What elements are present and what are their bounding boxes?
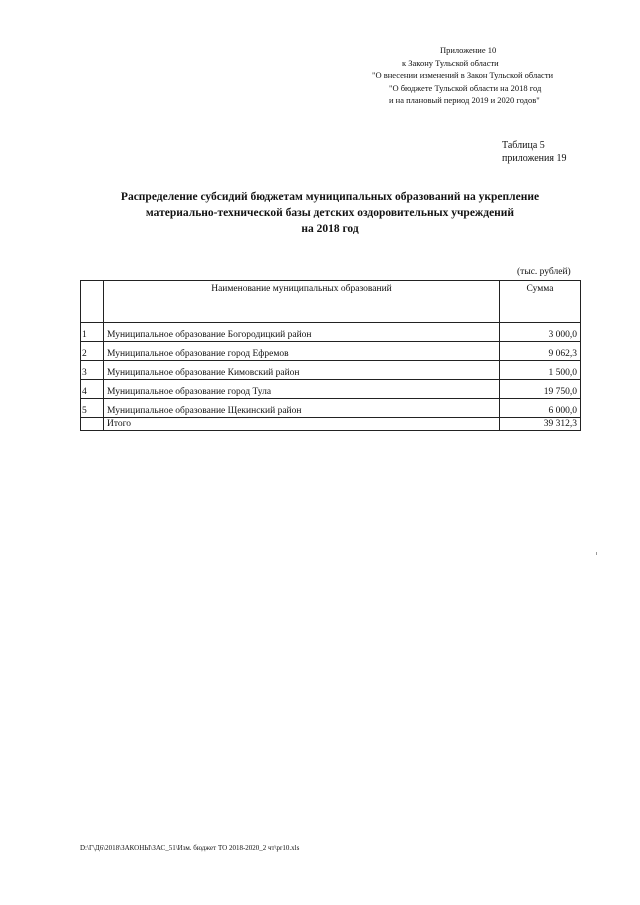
scan-mark	[596, 552, 597, 555]
table-row	[81, 380, 581, 399]
row-sum: 6 000,0	[500, 399, 581, 418]
table-row	[81, 342, 581, 361]
total-sum: 39 312,3	[500, 418, 581, 431]
row-sum: 1 500,0	[500, 361, 581, 380]
law-title-line-2: "О бюджете Тульской области на 2018 год	[389, 82, 542, 93]
header-name-cell: Наименование муниципальных образований	[104, 281, 500, 323]
table-total-row	[81, 418, 581, 431]
file-path-footer: D:\Г\Д6\2018\ЗАКОНЫ\ЗАС_51\Изм. бюджет ТО 2018-2020_2 чт\pr10.xls	[80, 844, 300, 852]
row-municipality: Муниципальное образование Богородицкий район	[104, 323, 500, 342]
appendix-label: приложения 19	[502, 153, 567, 164]
title-line-1: Распределение субсидий бюджетам муниципальных образований на укрепление	[120, 191, 540, 203]
table-header-row	[81, 281, 581, 323]
table-reference	[502, 139, 566, 165]
row-sum: 3 000,0	[500, 323, 581, 342]
document-header	[340, 44, 590, 107]
row-number: 1	[81, 323, 104, 342]
row-number: 5	[81, 399, 104, 418]
subsidy-table	[80, 280, 581, 431]
document-title	[90, 189, 570, 237]
title-line-2: материально-технической базы детских оздоровительных учреждений	[145, 207, 515, 219]
table-label: Таблица 5	[502, 140, 545, 151]
row-sum: 19 750,0	[500, 380, 581, 399]
table-row	[81, 323, 581, 342]
row-municipality: Муниципальное образование Кимовский район	[104, 361, 500, 380]
row-number: 3	[81, 361, 104, 380]
row-number: 2	[81, 342, 104, 361]
appendix-number: Приложение 10	[440, 45, 497, 55]
header-sum-cell: Сумма	[500, 281, 581, 323]
table-row	[81, 399, 581, 418]
units-label: (тыс. рублей)	[517, 267, 571, 277]
title-line-3: на 2018 год	[301, 223, 359, 235]
row-municipality: Муниципальное образование Щекинский район	[104, 399, 500, 418]
total-num-cell	[81, 418, 104, 431]
total-label: Итого	[104, 418, 500, 431]
header-num-cell	[81, 281, 104, 323]
row-number: 4	[81, 380, 104, 399]
law-reference: к Закону Тульской области	[402, 57, 499, 68]
row-municipality: Муниципальное образование город Ефремов	[104, 342, 500, 361]
table-row	[81, 361, 581, 380]
law-title-line-3: и на плановый период 2019 и 2020 годов"	[389, 95, 540, 105]
row-sum: 9 062,3	[500, 342, 581, 361]
row-municipality: Муниципальное образование город Тула	[104, 380, 500, 399]
law-title-line-1: "О внесении изменений в Закон Тульской области	[372, 70, 554, 80]
